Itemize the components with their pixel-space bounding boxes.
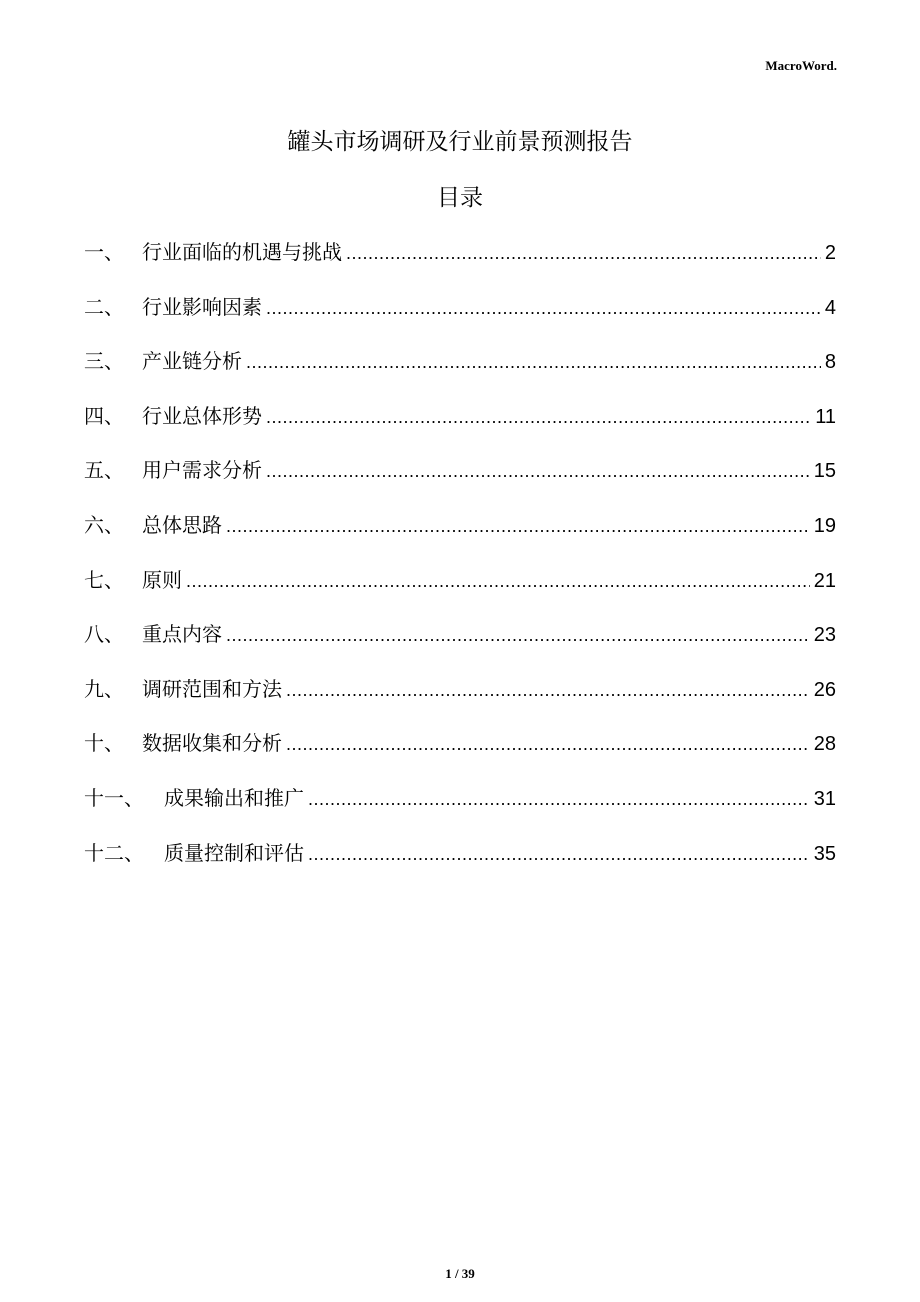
- toc-entry-title: 总体思路: [142, 512, 222, 537]
- toc-entry-number: 六、: [84, 512, 124, 537]
- toc-entry-title: 原则: [142, 567, 182, 592]
- toc-dot-leader: [226, 516, 810, 537]
- toc-entry-number: 二、: [84, 294, 124, 319]
- toc-entry[interactable]: [84, 673, 836, 728]
- toc-entry-page: 8: [824, 351, 836, 374]
- toc-entry[interactable]: [84, 400, 836, 455]
- toc-entry[interactable]: [84, 782, 836, 837]
- toc-entry[interactable]: [84, 291, 836, 346]
- toc-entry[interactable]: [84, 509, 836, 564]
- document-title: 罐头市场调研及行业前景预测报告: [287, 129, 633, 155]
- toc-entry-page: 26: [813, 678, 836, 701]
- toc-entry-title: 行业总体形势: [142, 403, 262, 428]
- toc-entry-title: 行业面临的机遇与挑战: [142, 240, 342, 264]
- toc-entry-number: 一、: [84, 240, 124, 264]
- toc-entry-title: 重点内容: [142, 622, 222, 647]
- toc-entry-page: 35: [813, 842, 836, 865]
- toc-entry-page: 23: [813, 624, 836, 647]
- toc-entry-page: 2: [824, 242, 836, 264]
- toc-entry-page: 4: [824, 296, 836, 319]
- toc-entry-number: 九、: [84, 676, 124, 701]
- toc-entry-number: 七、: [84, 567, 124, 592]
- toc-dot-leader: [346, 243, 821, 264]
- toc-entry-page: 28: [813, 733, 836, 756]
- toc-dot-leader: [246, 352, 821, 373]
- toc-entry-page: 11: [815, 405, 836, 428]
- toc-entry-title: 成果输出和推广: [164, 785, 304, 810]
- toc-heading: 目录: [437, 185, 483, 211]
- toc-entry-number: 三、: [84, 349, 124, 374]
- toc-entry-page: 15: [813, 460, 836, 483]
- toc-entry-title: 产业链分析: [142, 349, 242, 374]
- toc-list: [84, 236, 836, 891]
- toc-dot-leader: [286, 680, 810, 701]
- toc-dot-leader: [186, 571, 810, 592]
- toc-dot-leader: [266, 407, 811, 428]
- toc-entry-number: 十一、: [84, 785, 144, 810]
- toc-entry-title: 数据收集和分析: [142, 731, 282, 756]
- toc-entry-title: 行业影响因素: [142, 294, 262, 319]
- toc-entry[interactable]: [84, 345, 836, 400]
- toc-entry-page: 21: [813, 569, 836, 592]
- page-indicator: 1 / 39: [445, 1266, 475, 1281]
- toc-entry[interactable]: [84, 564, 836, 619]
- toc-entry-title: 调研范围和方法: [142, 676, 282, 701]
- toc-dot-leader: [266, 298, 821, 319]
- toc-entry[interactable]: [84, 837, 836, 892]
- toc-entry-number: 十、: [84, 731, 124, 756]
- toc-entry-number: 十二、: [84, 840, 144, 865]
- toc-entry-number: 四、: [84, 403, 124, 428]
- toc-entry[interactable]: [84, 618, 836, 673]
- toc-entry-page: 31: [813, 787, 836, 810]
- toc-entry-number: 五、: [84, 458, 124, 483]
- toc-entry-title: 用户需求分析: [142, 458, 262, 483]
- toc-dot-leader: [308, 844, 810, 865]
- toc-entry-number: 八、: [84, 622, 124, 647]
- toc-entry-title: 质量控制和评估: [164, 840, 304, 865]
- header-brand: MacroWord.: [765, 58, 837, 73]
- toc-entry[interactable]: [84, 727, 836, 782]
- toc-dot-leader: [266, 461, 810, 482]
- toc-dot-leader: [308, 789, 810, 810]
- toc-entry[interactable]: [84, 454, 836, 509]
- toc-dot-leader: [226, 625, 810, 646]
- toc-dot-leader: [286, 734, 810, 755]
- toc-entry-page: 19: [813, 514, 836, 537]
- toc-entry[interactable]: [84, 236, 836, 291]
